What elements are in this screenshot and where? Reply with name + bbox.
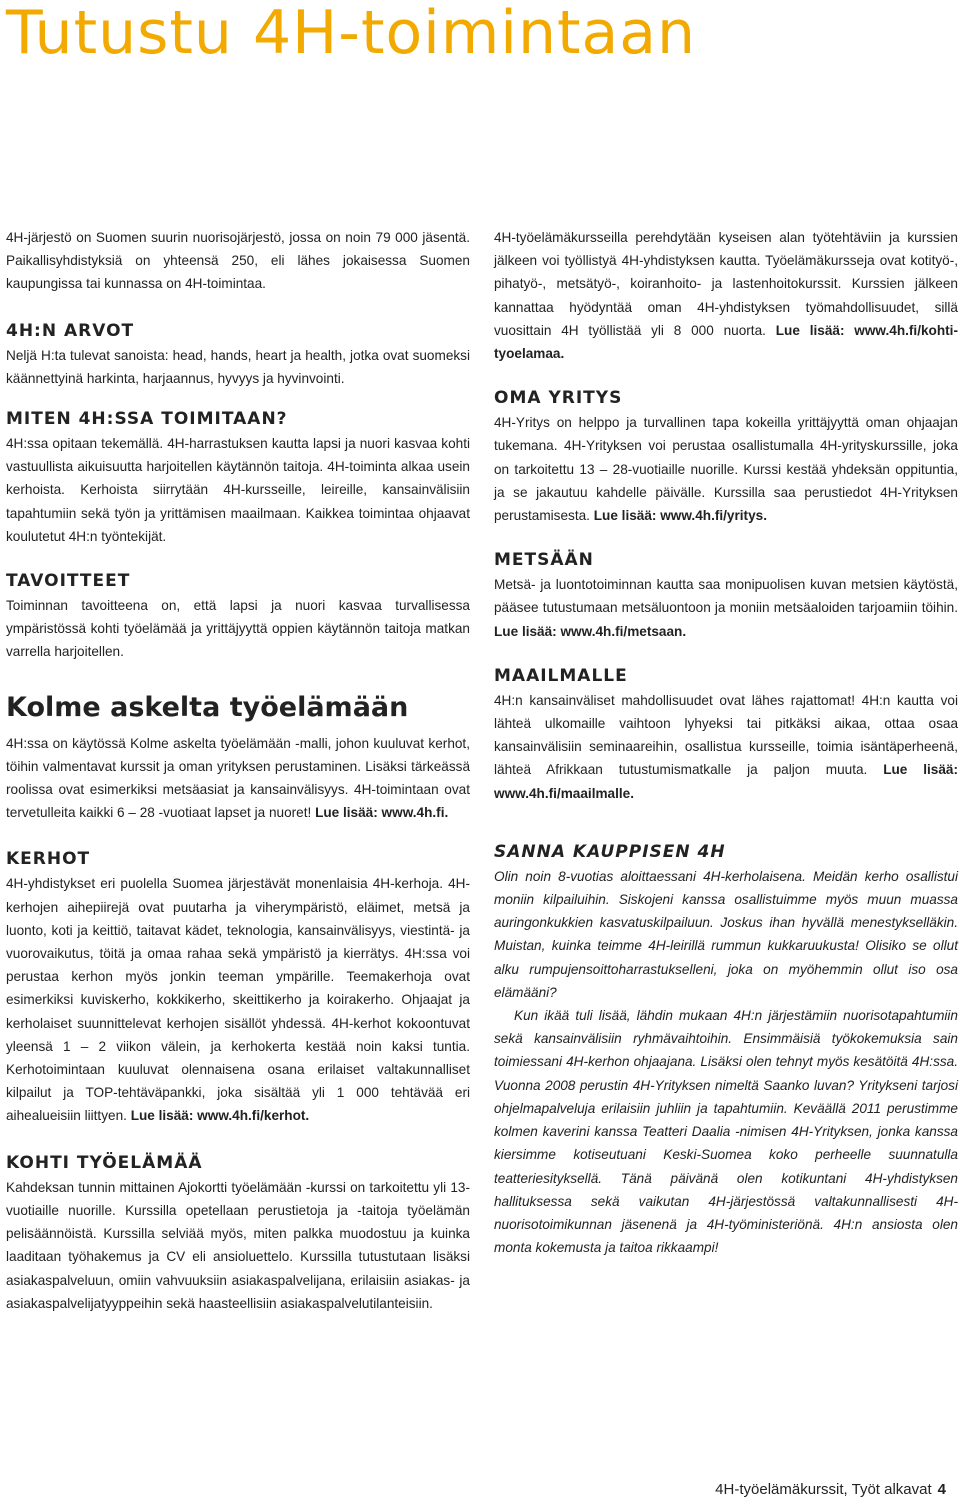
kolme-link[interactable]: Lue lisää: www.4h.fi. <box>315 805 449 821</box>
intro-paragraph: 4H-järjestö on Suomen suurin nuorisojärjestö, jossa on noin 79 000 jäsentä. Paikallisyhdistyksiä on yhteensä 250, eli lähes jokaisessa Suomen kaupungissa tai kunnassa on 4H-toimintaa. <box>6 230 470 292</box>
page-footer <box>715 1480 946 1500</box>
metsaan-heading: METSÄÄN <box>494 550 594 571</box>
kerhot-paragraph <box>6 872 470 1127</box>
maailmalle-heading: MAAILMALLE <box>494 665 628 686</box>
maailmalle-text: 4H:n kansainväliset mahdollisuudet ovat lähes rajattomat! 4H:n kautta voi lähteä ulkomaille vaihtoon lyhyeksi tai pitkäksi aikaa, ottaa osaa kansainvälisiin seminaareihin, osallistua kursseille, toimia isäntäperheenä, lähteä Afrikkaan tutustumismatkalle ja paljon muuta. <box>494 692 958 778</box>
yritys-link[interactable]: Lue lisää: www.4h.fi/yritys. <box>593 508 767 524</box>
tavoitteet-heading: TAVOITTEET <box>6 571 131 592</box>
tavoitteet-paragraph: Toiminnan tavoitteena on, että lapsi ja nuori kasvaa turvallisessa ympäristössä kohti työelämää ja yrittäjyyttä oppien käytännön taitoja matkan varrella harjoitellen. <box>6 598 470 660</box>
maailmalle-link[interactable]: Lue lisää: www.4h.fi/maailmalle. <box>494 762 958 801</box>
metsaan-link[interactable]: Lue lisää: www.4h.fi/metsaan. <box>494 623 687 639</box>
kohti-paragraph: Kahdeksan tunnin mittainen Ajokortti työelämään -kurssi on tarkoitettu yli 13-vuotiaille nuorille. Kurssilla opetellaan perustietoja ja -taitoja työelämän pelisäännöistä. Kurssilla selviää myös, miten palkka muodostuu ja kuinka laaditaan työhakemus ja CV eli ansioluettelo. Kurssilla tutustutaan lisäksi asiakaspalveluun, omiin vahvuuksiin asiakaspalvelijana, erilaisiin asiakas- ja asiakaspalvelijatyyppeihin sekä haasteellisiin asiakaspalvelutilanteisiin. <box>6 1179 470 1311</box>
kohti-heading: KOHTI TYÖELÄMÄÄ <box>6 1152 203 1173</box>
kolme-paragraph <box>6 732 470 825</box>
arvot-paragraph: Neljä H:ta tulevat sanoista: head, hands, heart ja health, jotka ovat suomeksi käännettyinä harkinta, harjaannus, hyvyys ja hyvinvointi. <box>6 347 470 386</box>
yritys-text: 4H-Yritys on helppo ja turvallinen tapa kokeilla yrittäjyyttä oman ohjaajan tukemana. 4H-Yrityksen voi perustaa osallistumalla 4H-yrityskurssille, joka on tarkoitettu 13 – 28-vuotiaille nuorille. Kurssi kestää yhdeksän oppituntia, ja se jakautuu kahdelle päivälle. Kurssilla saa perustiedot 4H-Yrityksen perustamisesta. <box>494 415 958 524</box>
kerhot-link[interactable]: Lue lisää: www.4h.fi/kerhot. <box>130 1108 310 1124</box>
metsaan-paragraph <box>494 573 958 643</box>
page-number: 4 <box>937 1481 946 1498</box>
miten-paragraph: 4H:ssa opitaan tekemällä. 4H-harrastuksen kautta lapsi ja nuori kasvaa kohti vastuullista aikuisuutta harjoitellen käytännön taitoja. 4H-toiminta alkaa usein kerhoista. Kerhoista siirrytään 4H-kursseille, leireille, kansainvälisiin tapahtumiin sekä työn ja yrittämisen maailmaan. Kaikkea toimintaa ohjaavat koulutetut 4H:n työntekijät. <box>6 436 470 544</box>
page-title: Tutustu 4H-toimintaan <box>6 0 697 68</box>
tyoelama-text: 4H-työelämäkursseilla perehdytään kyseisen alan työtehtäviin ja kurssien jälkeen voi työllistyä 4H-yhdistyksen kautta. Työelämäkursseja ovat kotityö-, pihatyö-, metsätyö-, koiranhoito- ja lastenhoitokurssit. Kurssien jälkeen kannattaa hyödyntää oman 4H-yhdistyksen työmahdollisuudet, sillä vuosittain 4H työllistää yli 8 000 nuorta. <box>494 230 958 338</box>
yritys-paragraph <box>494 411 958 527</box>
tyoelama-paragraph <box>494 226 958 365</box>
sanna-paragraph-2: Kun ikää tuli lisää, lähdin mukaan 4H:n järjestämiin nuorisotapahtumiin sekä kansainvälisiin ryhmävaihtoihin. Ensimmäisiä työkokemuksia sain toimiessani 4H-kerhon ohjaajana. Lisäksi olen tehnyt myös kesätöitä 4H:ssa. Vuonna 2008 perustin 4H-Yrityksen nimeltä Saanko luvan? Yritykseni tarjosi ohjelmapalveluja erilaisiin juhliin ja tapahtumiin. Keväällä 2011 perustimme kolmen kaverini kanssa Teatteri Daalia -nimisen 4H-Yrityksen, jonka kanssa kiersimme kotiseutuani Keski-Suomea koko perheelle suunnatulla teatteriesityksellä. Tänä päivänä olen kotikuntani 4H-yhdistyksen hallituksessa sekä vaikutan 4H-järjestössä valtakunnallisesti 4H-nuorisotoimikunnan jäsenenä ja 4H-työministeriönä. 4H:n ansiosta olen monta kokemusta ja taitoa rikkaampi! <box>494 1008 958 1256</box>
left-column <box>6 226 470 1315</box>
arvot-heading: 4H:N ARVOT <box>6 320 135 341</box>
kolme-text: 4H:ssa on käytössä Kolme askelta työelämään -malli, johon kuuluvat kerhot, töihin valmentavat kurssit ja oman yrityksen perustaminen. Lisäksi tärkeässä roolissa ovat esimerkiksi metsäasiat ja kansainvälisyys. 4H-toimintaan ovat tervetulleita kaikki 6 – 28 -vuotiaat lapset ja nuoret! <box>6 735 470 821</box>
metsaan-text: Metsä- ja luontotoiminnan kautta saa monipuolisen kuvan metsien käytöstä, pääsee tutustumaan metsäluontoon ja moniin metsäaloiden tarjoamiin töihin. <box>494 577 958 616</box>
maailmalle-paragraph <box>494 689 958 805</box>
kolme-heading: Kolme askelta työelämään <box>6 691 409 723</box>
tyoelama-link[interactable]: Lue lisää: www.4h.fi/kohti-tyoelamaa. <box>494 322 958 362</box>
kerhot-text: 4H-yhdistykset eri puolella Suomea järjestävät monenlaisia 4H-kerhoja. 4H-kerhojen aihepiirejä ovat puutarha ja viherympäristö, eläimet, metsä ja luonto, koti ja keittiö, taitavat kädet, teknologia, kansainvälisyys, viestintä- ja vuorovaikutus, töitä ja omaa rahaa sekä ympäristö ja kierrätys. 4H:ssa voi perustaa kerhon myös jonkin teeman ympärille. Teemakerhoja ovat esimerkiksi kuviskerho, kokkikerho, skeittikerho ja koirakerho. Ohjaajat ja kerholaiset suunnittelevat kerhojen sisällöt yhdessä. 4H-kerhot kokoontuvat yleensä 1 – 2 viikon välein, ja kerhokerta kestää noin kaksi tuntia. Kerhotoimintaan kuuluvat olennaisena osana erilaiset valtakunnalliset kilpailut ja TOP-tehtäväpankki, joka sisältää yli 1 000 tehtävää eri aihealueisiin liittyen. <box>6 876 470 1124</box>
sanna-heading: SANNA KAUPPISEN 4H <box>494 841 726 862</box>
sanna-paragraph-1: Olin noin 8-vuotias aloittaessani 4H-kerholaisena. Meidän kerho osallistui moniin kilpailuihin. Siskojeni kanssa osallistuimme myös muun muassa auringonkukkien kasvatuskilpailuun. Joskus ihan hyvällä menestykselläkin. Muistan, kuinka teimme 4H-leirillä rummun kukkaruukusta! Olisiko se ollut alku rumpujensoittoharrastukselleni, joka on myöhemmin ollut iso osa elämääni? <box>494 868 958 1000</box>
miten-heading: MITEN 4H:SSA TOIMITAAN? <box>6 409 288 430</box>
yritys-heading: OMA YRITYS <box>494 388 623 409</box>
right-column <box>494 226 958 1259</box>
kerhot-heading: KERHOT <box>6 849 91 870</box>
footer-label: 4H-työelämäkurssit, Työt alkavat <box>715 1481 932 1498</box>
